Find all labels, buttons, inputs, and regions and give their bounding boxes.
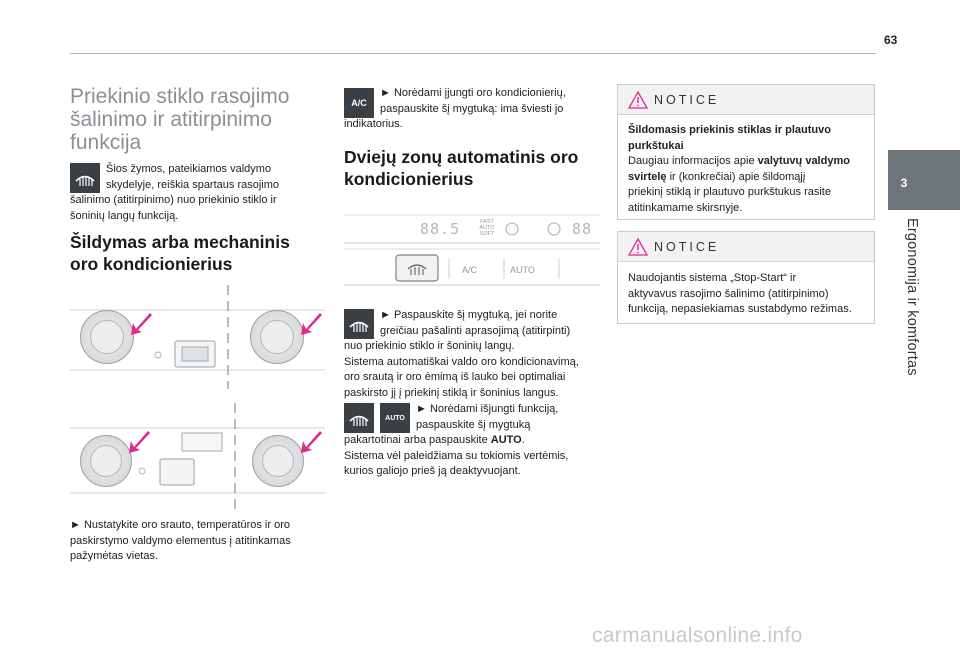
windshield-defrost-icon [344, 403, 374, 433]
section-heading-defrost: Priekinio stiklo rasojimo šalinimo ir atitirpinimo funkcija [70, 85, 290, 154]
page-number: 63 [884, 33, 898, 47]
warning-icon [628, 238, 648, 256]
auto-icon: AUTO [380, 403, 410, 433]
notice-title: NOTICE [654, 240, 720, 254]
warning-icon [628, 91, 648, 109]
chapter-tab[interactable] [888, 150, 960, 210]
windshield-defrost-icon [70, 163, 100, 193]
temperature-knob-center [90, 320, 124, 354]
defrost-text: ► Paspauskite šį mygtuką, jei norite greičiau pašalinti aprasojimą (atitirpinti) [380, 309, 571, 337]
notice-2-body: Naudojantis sistema „Stop-Start“ ir aktyvavus rasojimo šalinimo (atitirpinimo) funkciją, nepasiekiamas sustabdymo režimas. [628, 272, 852, 316]
figure-dual-zone-panel [344, 203, 600, 296]
panel-display-right: 88 [572, 220, 593, 238]
chapter-title: Ergonomija ir komfortas [904, 218, 920, 376]
intro-text-cont: šalinimo (atitirpinimo) nuo priekinio stiklo ir šoninių langų funkciją. [70, 194, 277, 222]
panel-auto-button[interactable]: AUTO [510, 265, 535, 275]
section-heading-manual-ac: Šildymas arba mechaninis oro kondicionierius [70, 232, 290, 274]
pointer-arrow-icon [128, 429, 150, 455]
pointer-arrow-icon [130, 311, 152, 337]
notice-header [618, 85, 874, 115]
off-text: ► Norėdami išjungti funkciją, paspauskite šį mygtuką [416, 403, 559, 431]
figure-manual-panel-2 [70, 403, 325, 509]
notice-box-2 [617, 231, 875, 324]
top-rule [70, 53, 876, 54]
intro-text: Šios žymos, pateikiamos valdymo skydelyje, reiškia spartaus rasojimo [106, 163, 280, 191]
ac-text: ► Norėdami įjungti oro kondicionierių, paspauskite šį mygtuką: ima šviesti jo [380, 87, 566, 115]
figure-manual-panel-1 [70, 285, 325, 389]
figure-caption: ► Nustatykite oro srauto, temperatūros ir oro paskirstymo valdymo elementus į atitinkamas pažymėtas vietas. [70, 519, 291, 563]
defrost-text-cont: nuo priekinio stiklo ir šoninių langų. Sistema automatiškai valdo oro kondicionavimą, oro srautą ir oro ėmimą iš lauko bei optimaliai paskirsto jį į priekinį stiklą ir šoninius langus. [344, 340, 579, 399]
distribution-knob-center [262, 445, 294, 477]
panel-display-left: 88.5 [420, 220, 461, 238]
chapter-tab-number: 3 [900, 176, 908, 190]
windshield-defrost-icon [344, 309, 374, 339]
section-heading-dual-zone: Dviejų zonų automatinis oro kondicionierius [344, 147, 579, 189]
watermark: carmanualsonline.info [592, 624, 803, 647]
distribution-knob-center [260, 320, 294, 354]
panel-auto-modes: FAST AUTO SOFT [479, 219, 495, 237]
temperature-knob-center [90, 445, 122, 477]
notice-box-1 [617, 84, 875, 220]
notice-header [618, 232, 874, 262]
pointer-arrow-icon [300, 311, 322, 337]
off-text-cont: pakartotinai arba paspauskite AUTO. Sistema vėl paleidžiama su tokiomis vertėmis, kurios galiojo prieš ją deaktyvuojant. [344, 434, 569, 478]
ac-text-cont: indikatorius. [344, 118, 403, 130]
ac-icon: A/C [344, 88, 374, 118]
notice-title: NOTICE [654, 93, 720, 107]
panel-ac-button[interactable]: A/C [462, 265, 478, 275]
notice-1-body: Šildomasis priekinis stiklas ir plautuvo purkštukai Daugiau informacijos apie valytuvų valdymo svirtelę ir (konkrečiai) apie šildomąjį priekinį stiklą ir plautuvo purkštukus rasite atitinkamame skirsnyje. [628, 124, 850, 214]
pointer-arrow-icon [300, 429, 322, 455]
